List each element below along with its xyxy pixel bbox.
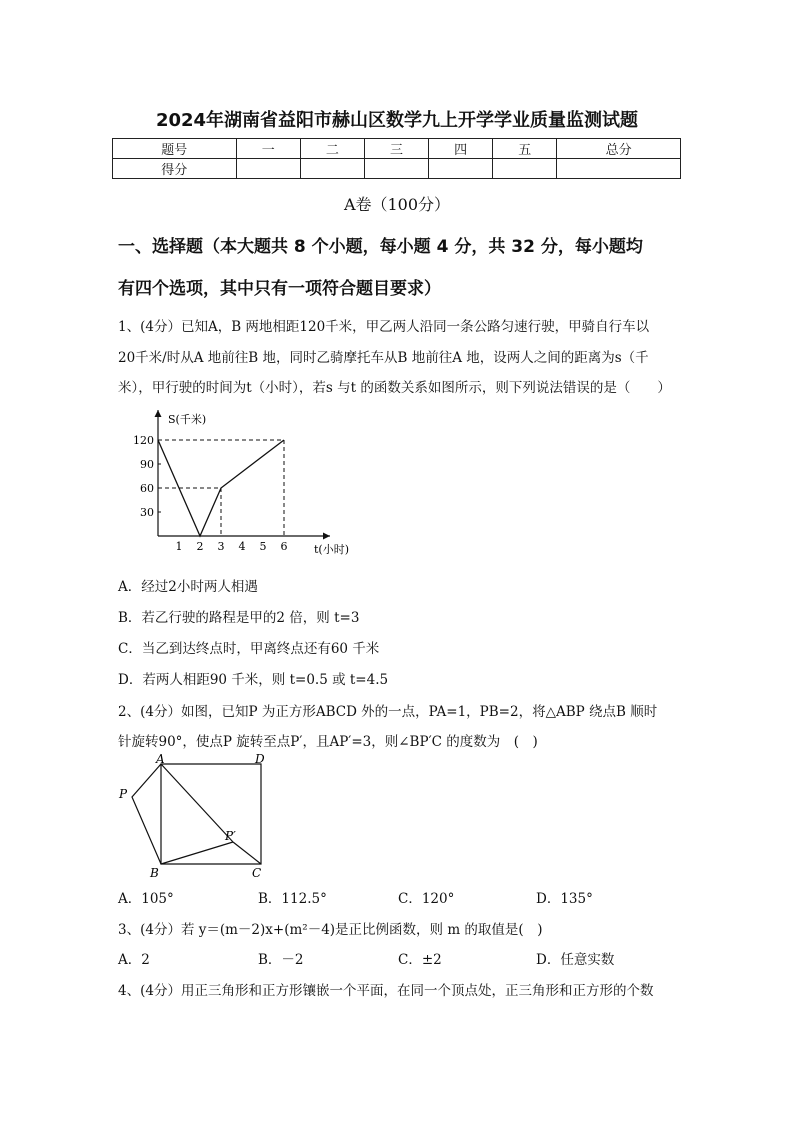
x-tick-label: 2 bbox=[196, 540, 204, 553]
q3-option-a: A．2 bbox=[118, 952, 150, 968]
segment-bp-prime bbox=[161, 842, 233, 864]
y-axis-label: S(千米) bbox=[168, 413, 207, 426]
segment-p-prime-c bbox=[233, 842, 261, 864]
segment-ap-prime bbox=[161, 764, 233, 842]
score-header-cell: 三 bbox=[364, 139, 428, 159]
label-p-prime: P′ bbox=[225, 829, 236, 843]
score-cell bbox=[429, 159, 493, 179]
x-tick-label: 3 bbox=[217, 540, 225, 553]
q2-text-line1: 2、(4分）如图，已知P 为正方形ABCD 外的一点，PA=1，PB=2，将△ABP 绕点B 顺时 bbox=[118, 704, 658, 720]
q3-option-c: C．±2 bbox=[398, 952, 442, 968]
label-d: D bbox=[255, 752, 265, 766]
score-cell bbox=[300, 159, 364, 179]
triangle-abp bbox=[132, 764, 161, 864]
score-table bbox=[112, 138, 681, 179]
volume-heading: A卷（100分） bbox=[343, 195, 451, 214]
q4-text-line1: 4、(4分）用正三角形和正方形镶嵌一个平面，在同一个顶点处，正三角形和正方形的个数 bbox=[118, 983, 654, 999]
score-header-cell: 总分 bbox=[557, 139, 681, 159]
score-table-header-row bbox=[113, 139, 681, 159]
x-tick-label: 4 bbox=[238, 540, 246, 553]
q1-option-c: C．当乙到达终点时，甲离终点还有60 千米 bbox=[118, 641, 380, 657]
score-header-cell: 四 bbox=[429, 139, 493, 159]
q1-text-line1: 1、(4分）已知A，B 两地相距120千米，甲乙两人沿同一条公路匀速行驶，甲骑自行车以 bbox=[118, 319, 650, 335]
q1-graph bbox=[118, 402, 368, 562]
x-tick-label: 5 bbox=[259, 540, 267, 553]
q2-text-line2: 针旋转90°，使点P 旋转至点P′，且AP′=3，则∠BP′C 的度数为 ( ) bbox=[118, 734, 538, 750]
q1-option-d: D．若两人相距90 千米，则 t=0.5 或 t=4.5 bbox=[118, 672, 389, 688]
score-header-cell: 题号 bbox=[113, 139, 237, 159]
q1-option-b: B．若乙行驶的路程是甲的2 倍，则 t=3 bbox=[118, 610, 360, 626]
label-b: B bbox=[150, 866, 159, 880]
score-table-score-row bbox=[113, 159, 681, 179]
section-heading-line1: 一、选择题（本大题共 8 个小题，每小题 4 分，共 32 分，每小题均 bbox=[118, 237, 643, 257]
q1-text-line2: 20千米/时从A 地前往B 地，同时乙骑摩托车从B 地前往A 地，设两人之间的距离为s（千 bbox=[118, 350, 649, 366]
score-cell bbox=[493, 159, 557, 179]
score-header-cell: 一 bbox=[236, 139, 300, 159]
label-a: A bbox=[156, 752, 165, 766]
score-cell bbox=[364, 159, 428, 179]
score-row-label: 得分 bbox=[113, 159, 237, 179]
x-tick-label: 1 bbox=[175, 540, 183, 553]
q3-option-d: D．任意实数 bbox=[536, 952, 615, 968]
q2-option-c: C．120° bbox=[398, 891, 455, 907]
q2-square-figure bbox=[115, 752, 275, 882]
q1-text-line3: 米），甲行驶的时间为t（小时），若s 与t 的函数关系如图所示，则下列说法错误的是（ ） bbox=[118, 380, 671, 396]
x-axis-label: t(小时) bbox=[314, 543, 350, 556]
q2-option-a: A．105° bbox=[118, 891, 174, 907]
q2-option-d: D．135° bbox=[536, 891, 593, 907]
score-cell bbox=[557, 159, 681, 179]
y-tick-label: 30 bbox=[140, 506, 154, 519]
q2-option-b: B．112.5° bbox=[258, 891, 327, 907]
distance-line bbox=[158, 440, 284, 536]
label-p: P bbox=[119, 787, 128, 801]
y-tick-label: 120 bbox=[133, 434, 154, 447]
y-tick-label: 90 bbox=[140, 458, 154, 471]
q3-text: 3、(4分）若 y＝(m－2)x+(m²－4)是正比例函数，则 m 的取值是( ) bbox=[118, 922, 543, 938]
score-header-cell: 二 bbox=[300, 139, 364, 159]
exam-title: 2024年湖南省益阳市赫山区数学九上开学学业质量监测试题 bbox=[155, 110, 639, 131]
x-tick-label: 6 bbox=[280, 540, 288, 553]
label-c: C bbox=[252, 866, 262, 880]
q3-option-b: B．－2 bbox=[258, 952, 304, 968]
score-cell bbox=[236, 159, 300, 179]
section-heading-line2: 有四个选项，其中只有一项符合题目要求） bbox=[118, 279, 441, 299]
q1-option-a: A．经过2小时两人相遇 bbox=[118, 579, 258, 595]
score-header-cell: 五 bbox=[493, 139, 557, 159]
y-tick-label: 60 bbox=[140, 482, 154, 495]
